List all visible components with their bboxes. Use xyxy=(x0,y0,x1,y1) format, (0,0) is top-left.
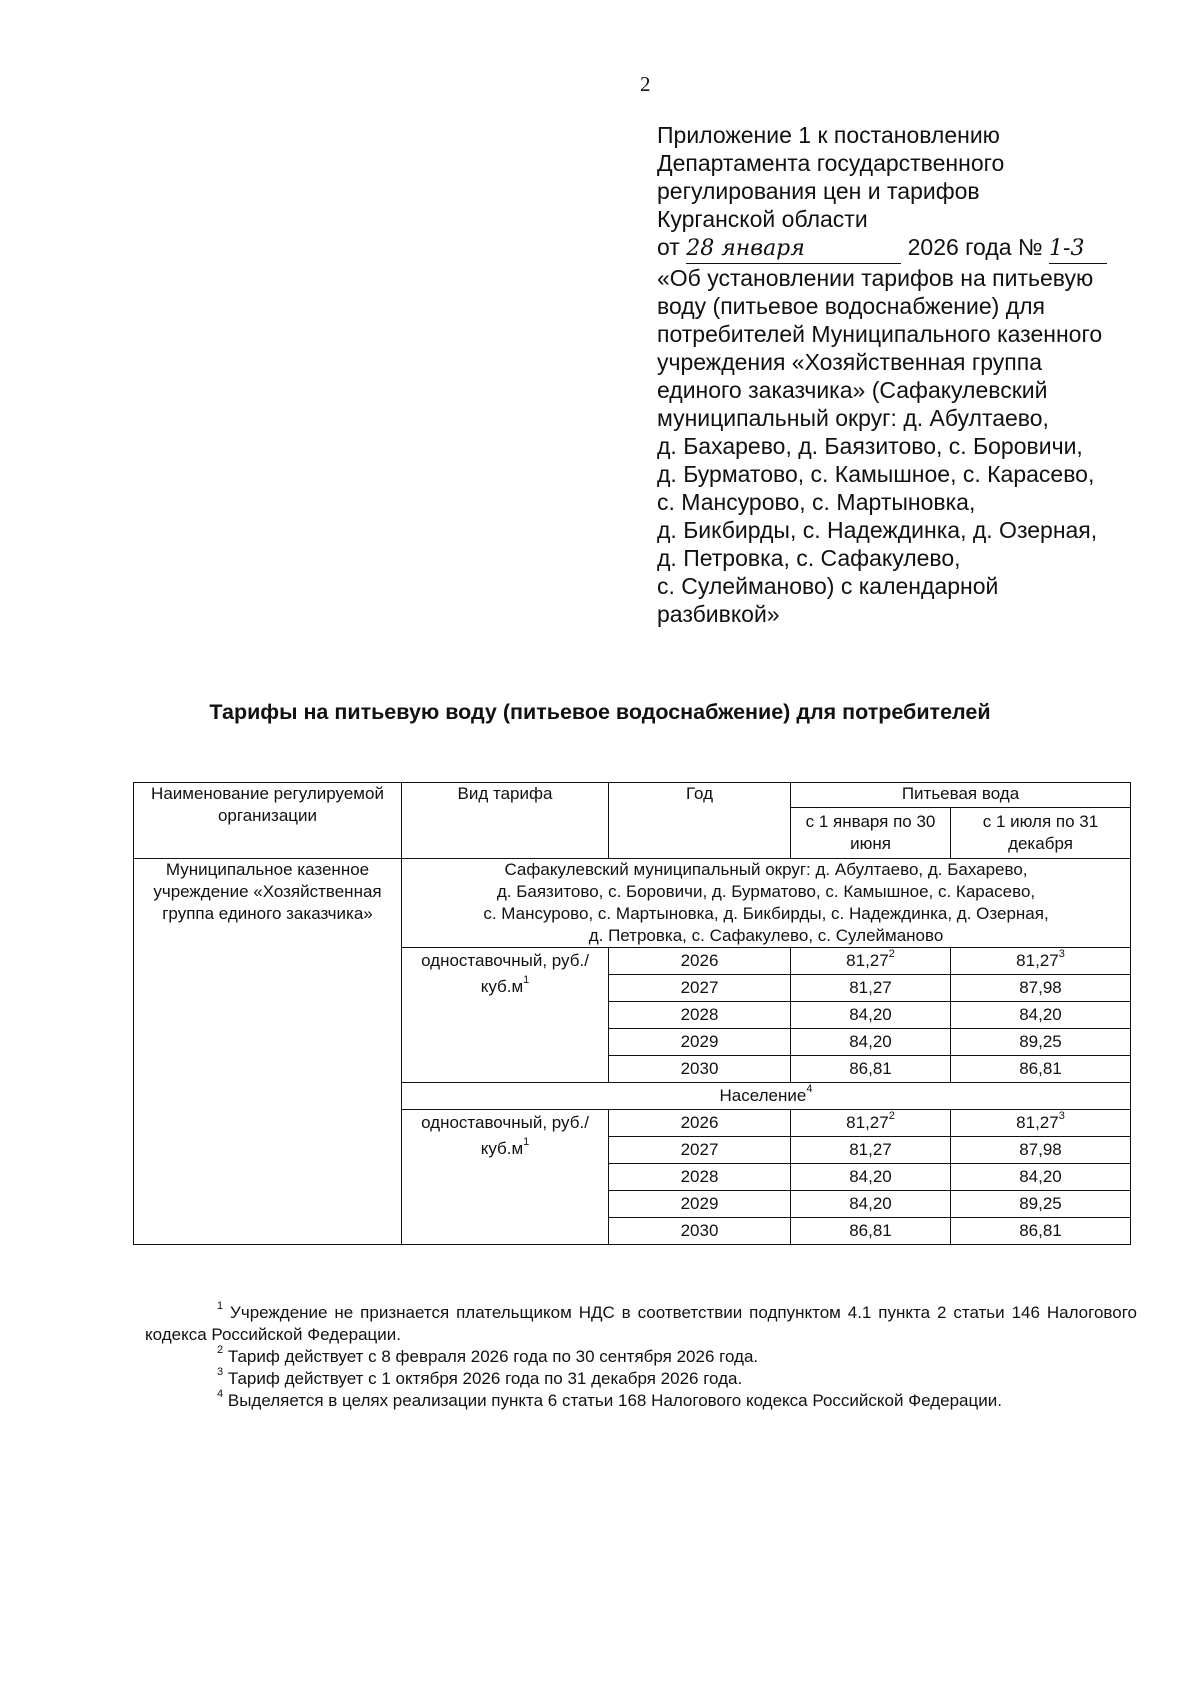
annex-title-line: «Об установлении тарифов на питьевую xyxy=(657,265,1094,291)
footnote-ref: 1 xyxy=(523,1136,530,1149)
annex-title-line: единого заказчика» (Сафакулевский xyxy=(657,377,1048,403)
footnote-ref: 4 xyxy=(806,1083,813,1096)
header-period-2: с 1 июля по 31 декабря xyxy=(951,808,1131,859)
footnote-text: Учреждение не признается плательщиком НДС в соответствии подпунктом 4.1 пункта 2 статьи 146 Налогового кодекса Российской Федерации. xyxy=(145,1303,1137,1344)
footnote-ref: 1 xyxy=(523,974,530,987)
footnote-mark: 1 xyxy=(217,1300,224,1313)
tariff-h2-cell: 87,98 xyxy=(951,1137,1131,1164)
year-cell: 2026 xyxy=(609,948,791,975)
annex-title-line: с. Мансурово, с. Мартыновка, xyxy=(657,489,976,515)
tariff-type-cell xyxy=(402,1110,609,1245)
tariff-h1-cell: 81,27$^2$ xyxy=(791,1110,951,1137)
footnote-text: Тариф действует с 1 октября 2026 года по 31 декабря 2026 года. xyxy=(227,1369,743,1388)
tariff-h1-cell: 84,20 xyxy=(791,1002,951,1029)
annex-line: Курганской области xyxy=(657,206,868,232)
footnote-ref: 3 xyxy=(1058,1110,1065,1123)
area-line: д. Петровка, с. Сафакулево, с. Сулейманово xyxy=(588,926,944,945)
tariff-h2-cell: 89,25 xyxy=(951,1029,1131,1056)
tariff-label: одноставочный, руб./куб.м xyxy=(421,951,589,996)
tariff-h1-cell: 86,81 xyxy=(791,1056,951,1083)
footnotes xyxy=(145,1302,1137,1412)
tariff-h1-cell: 84,20 xyxy=(791,1029,951,1056)
tariff-h2-cell: 81,27$^3$ xyxy=(951,1110,1131,1137)
footnote-mark: 2 xyxy=(217,1344,224,1357)
header-period-1: с 1 января по 30 июня xyxy=(791,808,951,859)
year-cell: 2028 xyxy=(609,1002,791,1029)
tariff-h2-cell: 86,81 xyxy=(951,1056,1131,1083)
tariff-h2-cell: 87,98 xyxy=(951,975,1131,1002)
year-cell: 2026 xyxy=(609,1110,791,1137)
header-year: Год xyxy=(609,783,791,859)
page-number: 2 xyxy=(640,72,651,96)
tariff-h2-cell: 89,25 xyxy=(951,1191,1131,1218)
footnote xyxy=(145,1302,1137,1346)
year-cell: 2030 xyxy=(609,1218,791,1245)
header-org: Наименование регулируемой организации xyxy=(134,783,402,859)
tariff-type-cell xyxy=(402,948,609,1083)
area-line: Сафакулевский муниципальный округ: д. Абултаево, д. Бахарево, xyxy=(504,860,1028,879)
annex-header xyxy=(657,121,1137,628)
handwritten-number: 1-3 xyxy=(1049,235,1107,264)
annex-title-line: д. Бикбирды, с. Надеждинка, д. Озерная, xyxy=(657,517,1098,543)
year-cell: 2029 xyxy=(609,1191,791,1218)
annex-title-line: учреждения «Хозяйственная группа xyxy=(657,349,1043,375)
tariff-h2-cell: 86,81 xyxy=(951,1218,1131,1245)
footnote-ref: 2 xyxy=(888,948,895,961)
table-heading: Тарифы на питьевую воду (питьевое водоснабжение) для потребителей xyxy=(209,700,991,724)
annex-title-line: потребителей Муниципального казенного xyxy=(657,321,1103,347)
tariff-h1-cell: 86,81 xyxy=(791,1218,951,1245)
population-row xyxy=(402,1083,1131,1110)
tariff-h2-cell: 81,27$^3$ xyxy=(951,948,1131,975)
header-water: Питьевая вода xyxy=(791,783,1131,808)
annex-title-line: воду (питьевое водоснабжение) для xyxy=(657,293,1045,319)
area-line: с. Мансурово, с. Мартыновка, д. Бикбирды, с. Надеждинка, д. Озерная, xyxy=(483,904,1049,923)
footnote-text: Выделяется в целях реализации пункта 6 статьи 168 Налогового кодекса Российской Федерации. xyxy=(227,1391,1002,1410)
annex-title-line: д. Петровка, с. Сафакулево, xyxy=(657,545,961,571)
tariff-h2-cell: 84,20 xyxy=(951,1002,1131,1029)
footnote-ref: 3 xyxy=(1058,948,1065,961)
footnote-mark: 4 xyxy=(217,1388,224,1401)
year-cell: 2028 xyxy=(609,1164,791,1191)
annex-date-line xyxy=(657,233,1137,264)
tariff-h1-cell: 84,20 xyxy=(791,1164,951,1191)
handwritten-date: 28 января xyxy=(686,235,901,264)
tariff-h1-cell: 81,27 xyxy=(791,1137,951,1164)
annex-line: Департамента государственного xyxy=(657,150,1005,176)
tariff-h1-cell: 81,27$^2$ xyxy=(791,948,951,975)
area-cell xyxy=(402,859,1131,948)
tariff-h2-cell: 84,20 xyxy=(951,1164,1131,1191)
date-suffix: 2026 года № xyxy=(907,234,1043,260)
annex-title-line: с. Сулейманово) с календарной xyxy=(657,573,999,599)
annex-title-line: муниципальный округ: д. Абултаево, xyxy=(657,405,1049,431)
area-line: д. Баязитово, с. Боровичи, д. Бурматово, с. Камышное, с. Карасево, xyxy=(496,882,1036,901)
footnote-ref: 2 xyxy=(888,1110,895,1123)
year-cell: 2027 xyxy=(609,975,791,1002)
year-cell: 2030 xyxy=(609,1056,791,1083)
footnote xyxy=(145,1390,1137,1412)
annex-title-line: разбивкой» xyxy=(657,601,780,627)
tariff-table xyxy=(133,782,1131,1245)
organization-cell: Муниципальное казенное учреждение «Хозяйственная группа единого заказчика» xyxy=(134,859,402,1245)
annex-line: Приложение 1 к постановлению xyxy=(657,122,1000,148)
annex-title-line: д. Бахарево, д. Баязитово, с. Боровичи, xyxy=(657,433,1083,459)
population-label: Население xyxy=(719,1086,807,1105)
footnote xyxy=(145,1368,1137,1390)
annex-line: регулирования цен и тарифов xyxy=(657,178,980,204)
year-cell: 2029 xyxy=(609,1029,791,1056)
header-tariff-type: Вид тарифа xyxy=(402,783,609,859)
year-cell: 2027 xyxy=(609,1137,791,1164)
footnote-mark: 3 xyxy=(217,1366,224,1379)
footnote-text: Тариф действует с 8 февраля 2026 года по 30 сентября 2026 года. xyxy=(227,1347,759,1366)
tariff-h1-cell: 84,20 xyxy=(791,1191,951,1218)
date-prefix: от xyxy=(657,234,680,260)
tariff-label: одноставочный, руб./куб.м xyxy=(421,1113,589,1158)
annex-title-line: д. Бурматово, с. Камышное, с. Карасево, xyxy=(657,461,1095,487)
tariff-h1-cell: 81,27 xyxy=(791,975,951,1002)
footnote xyxy=(145,1346,1137,1368)
